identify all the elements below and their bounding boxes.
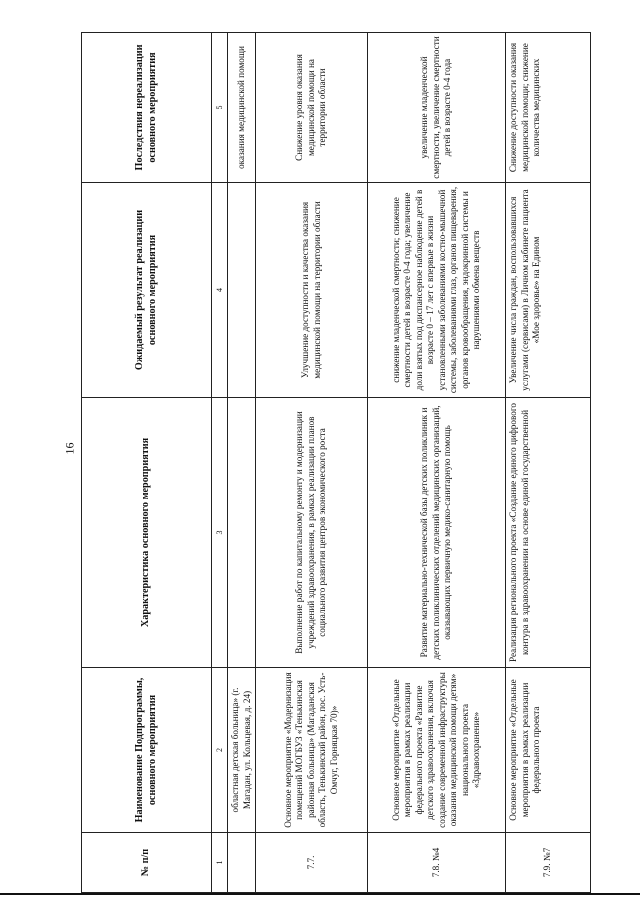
row-num: 7.8. №4 bbox=[368, 833, 506, 893]
header-name: Наименование Подпрограммы, основного мероприятия bbox=[82, 668, 212, 833]
row-description bbox=[228, 398, 256, 668]
table-row bbox=[506, 33, 591, 893]
row-description: Реализация регионального проекта «Создание единого цифрового контура в здравоохранении на основе единой государственной bbox=[506, 398, 591, 668]
row-consequence: Снижение уровня оказания медицинской помощи на территории области bbox=[256, 33, 368, 183]
activities-table bbox=[81, 32, 591, 893]
header-description: Характеристика основного мероприятия bbox=[82, 398, 212, 668]
column-number: 4 bbox=[212, 183, 228, 398]
row-num: 7.7. bbox=[256, 833, 368, 893]
row-result: снижение младенческой смертности; снижение смертности детей в возрасте 0-4 года; увеличение доли взятых под диспансерное наблюдение детей в возрасте 0 – 17 лет с впервые в жизни установленными заболеваниями костно-мышечной системы, заболеваниями глаз, органов пищеварения, органов кровообращения, эндокринной системы и нарушениями обмена веществ bbox=[368, 183, 506, 398]
rotated-table-container bbox=[81, 33, 588, 893]
column-number: 3 bbox=[212, 398, 228, 668]
row-name: Основное мероприятие «Модернизация помещений МОГБУЗ «Тенькинская районная больница» (Магаданская область, Тенькинский район, пос. Усть-Омчуг, Горняцкая 70)» bbox=[256, 668, 368, 833]
row-result bbox=[228, 183, 256, 398]
table-row bbox=[368, 33, 506, 893]
row-description: Развитие материально-технической базы детских поликлиник и детских поликлинических отделений медицинских организаций, оказывающих первичную медико-санитарную помощь bbox=[368, 398, 506, 668]
column-number: 5 bbox=[212, 33, 228, 183]
row-name: областная детская больница» (г. Магадан, ул. Кольцевая, д. 24) bbox=[228, 668, 256, 833]
column-number: 1 bbox=[212, 833, 228, 893]
row-consequence: увеличение младенческой смертности, увеличение смертности детей в возрасте 0-4 года bbox=[368, 33, 506, 183]
row-result: Улучшение доступности и качества оказания медицинской помощи на территории области bbox=[256, 183, 368, 398]
bottom-rule bbox=[0, 893, 640, 895]
row-num: 7.9. №7 bbox=[506, 833, 591, 893]
table-row bbox=[228, 33, 256, 893]
header-consequence: Последствия нереализации основного мероприятия bbox=[82, 33, 212, 183]
row-consequence: Снижение доступности оказания медицинской помощи; снижение количества медицинских bbox=[506, 33, 591, 183]
row-result: Увеличение числа граждан, воспользовавшихся услугами (сервисами) в Личном кабинете пациента «Мое здоровье» на Едином bbox=[506, 183, 591, 398]
row-num bbox=[228, 833, 256, 893]
row-name: Основное мероприятие «Отдельные мероприятия в рамках реализации федерального проекта «Развитие детского здравоохранения, включая создание современной инфраструктуры оказания медицинской помощи детям» национального проекта «Здравоохранение» bbox=[368, 668, 506, 833]
row-description: Выполнение работ по капитальному ремонту и модернизации учреждений здравоохранения, в рамках реализации планов социального развития центров экономического роста bbox=[256, 398, 368, 668]
page-number: 16 bbox=[62, 442, 77, 455]
row-name: Основное мероприятие «Отдельные мероприятия в рамках реализации федерального проекта bbox=[506, 668, 591, 833]
table-header-row bbox=[82, 33, 212, 893]
table-row bbox=[256, 33, 368, 893]
column-number-row bbox=[212, 33, 228, 893]
header-num: № п/п bbox=[82, 833, 212, 893]
row-consequence: оказания медицинской помощи bbox=[228, 33, 256, 183]
header-result: Ожидаемый результат реализации основного мероприятия bbox=[82, 183, 212, 398]
column-number: 2 bbox=[212, 668, 228, 833]
